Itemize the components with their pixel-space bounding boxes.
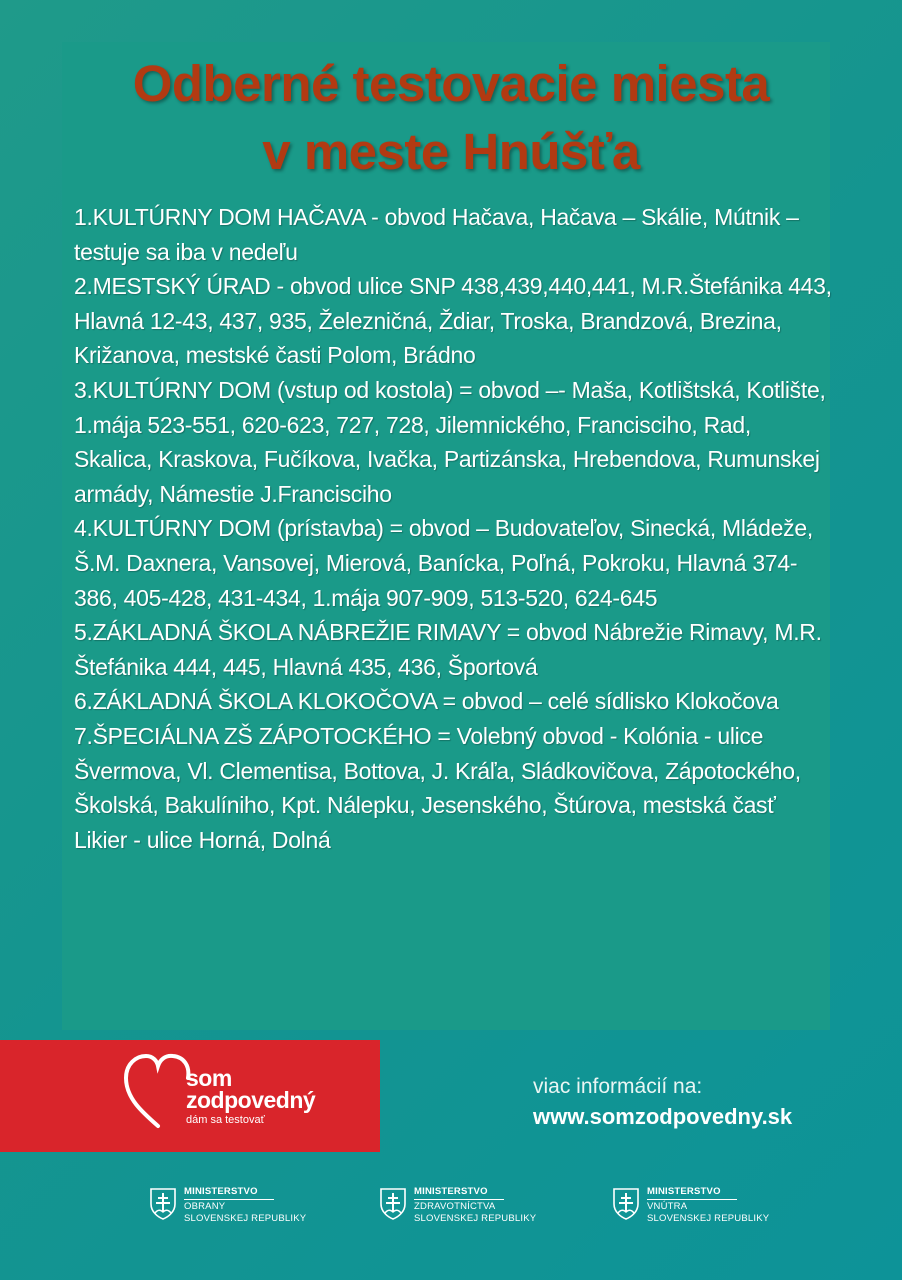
title-line-1: Odberné testovacie miesta	[132, 55, 770, 112]
ministry-head: MINISTERSTVO	[414, 1186, 504, 1200]
list-item: 7.ŠPECIÁLNA ZŠ ZÁPOTOCKÉHO = Volebný obvod - Kolónia - ulice Švermova, Vl. Clementisa, Bottova, J. Kráľa, Sládkovičova, Zápotockého, Školská, Bakulíniho, Kpt. Nálepku, Jesenského, Štúrova, mestská časť Likier - ulice Horná, Dolná	[74, 722, 801, 853]
logo-word-som: som	[186, 1065, 232, 1091]
ministry-head: MINISTERSTVO	[184, 1186, 274, 1200]
logo-word-zodpovedny: zodpovedný	[186, 1087, 316, 1113]
list-item: 5.ZÁKLADNÁ ŠKOLA NÁBREŽIE RIMAVY = obvod Nábrežie Rimavy, M.R. Štefánika 444, 445, Hlavná 435, 436, Športová	[74, 619, 822, 680]
list-item: 3.KULTÚRNY DOM (vstup od kostola) = obvod –- Maša, Kotlištská, Kotlište, 1.mája 523-551, 620-623, 727, 728, Jilemnického, Francisciho, Rad, Skalica, Kraskova, Fučíkova, Ivačka, Partizánska, Hrebendova, Rumunskej armády, Námestie J.Francisciho	[74, 376, 826, 507]
slovak-crest-icon	[150, 1188, 176, 1220]
list-item: 4.KULTÚRNY DOM (prístavba) = obvod – Budovateľov, Sinecká, Mládeže, Š.M. Daxnera, Vansovej, Mierová, Banícka, Poľná, Pokroku, Hlavná 374-386, 405-428, 431-434, 1.mája 907-909, 513-520, 624-645	[74, 515, 813, 611]
page-title	[0, 50, 902, 186]
website-link[interactable]: www.somzodpovedny.sk	[533, 1104, 793, 1129]
slovak-crest-icon	[380, 1188, 406, 1220]
logo-tagline: dám sa testovať	[186, 1114, 265, 1126]
slovak-crest-icon	[613, 1188, 639, 1220]
ministry-line: OBRANY	[184, 1201, 226, 1212]
ministry-line: SLOVENSKEJ REPUBLIKY	[647, 1213, 770, 1224]
title-line-2: v meste Hnúšťa	[262, 123, 640, 180]
ministry-line: VNÚTRA	[647, 1201, 688, 1212]
ministry-head: MINISTERSTVO	[647, 1186, 737, 1200]
ministry-line: SLOVENSKEJ REPUBLIKY	[184, 1213, 307, 1224]
list-item: 1.KULTÚRNY DOM HAČAVA - obvod Hačava, Hačava – Skálie, Mútnik – testuje sa iba v nedeľu	[74, 204, 799, 265]
heart-icon	[122, 1052, 194, 1132]
ministry-line: SLOVENSKEJ REPUBLIKY	[414, 1213, 537, 1224]
info-label: viac informácií na:	[533, 1075, 703, 1098]
list-item: 6.ZÁKLADNÁ ŠKOLA KLOKOČOVA = obvod – celé sídlisko Klokočova	[74, 688, 779, 715]
list-item: 2.MESTSKÝ ÚRAD - obvod ulice SNP 438,439,440,441, M.R.Štefánika 443, Hlavná 12-43, 437, 935, Železničná, Ždiar, Troska, Brandzová, Brezina, Križanova, mestské časti Polom, Brádno	[74, 273, 832, 369]
campaign-logo	[186, 1067, 315, 1127]
ministry-line: ZDRAVOTNÍCTVA	[414, 1201, 496, 1212]
testing-sites-list	[74, 200, 834, 857]
